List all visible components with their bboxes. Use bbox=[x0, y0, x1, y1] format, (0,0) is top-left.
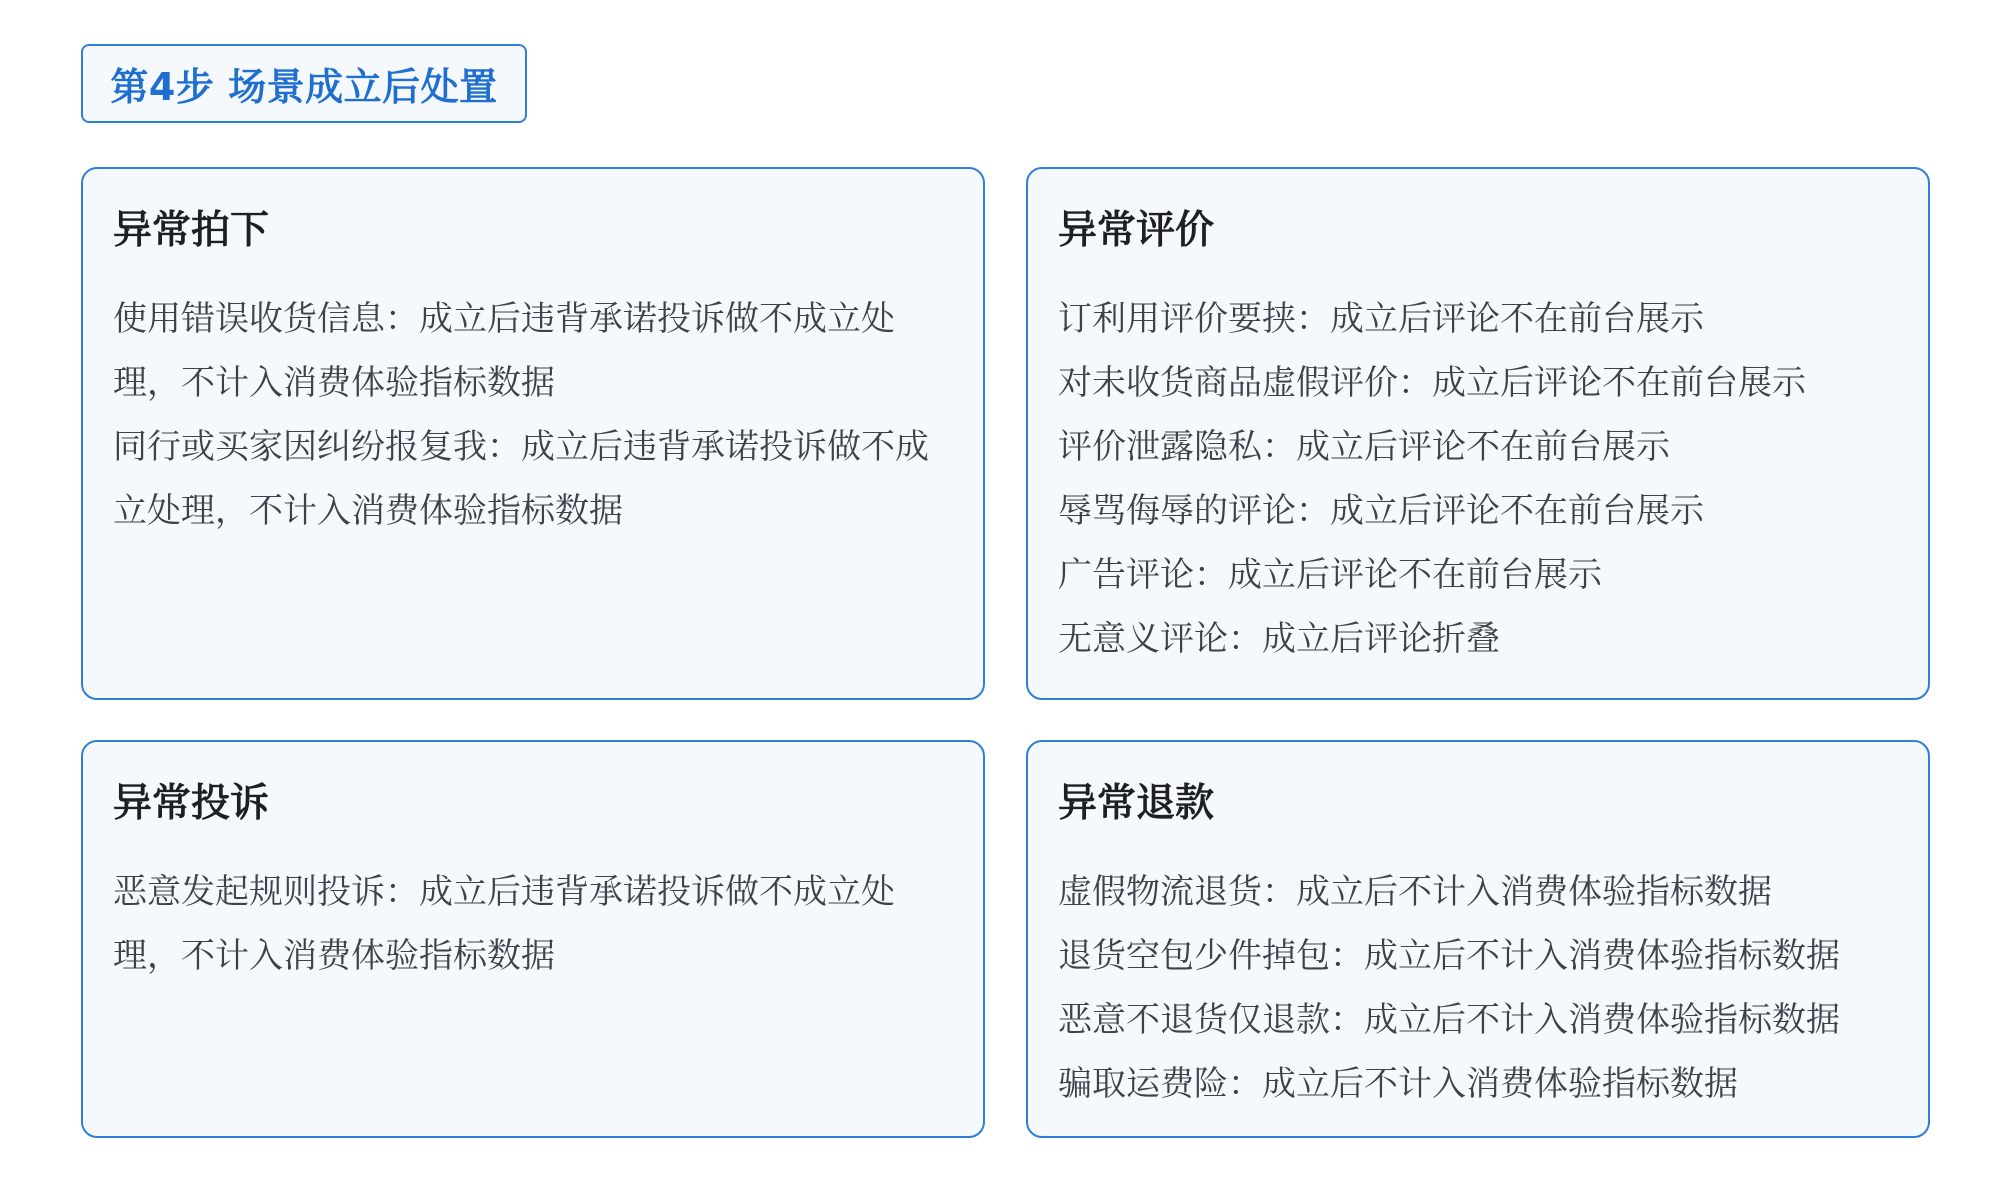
list-item: 同行或买家因纠纷报复我：成立后违背承诺投诉做不成立处理，不计入消费体验指标数据 bbox=[113, 427, 929, 531]
card-abnormal-review bbox=[1026, 167, 1930, 700]
step-tag-label: 第4步 场景成立后处置 bbox=[110, 65, 498, 109]
card-item-list bbox=[113, 860, 953, 988]
card-item-list bbox=[1058, 287, 1898, 671]
step-tag bbox=[81, 44, 527, 123]
list-item: 骗取运费险：成立后不计入消费体验指标数据 bbox=[1058, 1064, 1738, 1104]
list-item: 恶意发起规则投诉：成立后违背承诺投诉做不成立处理，不计入消费体验指标数据 bbox=[113, 872, 895, 976]
card-abnormal-refund bbox=[1026, 740, 1930, 1138]
list-item: 广告评论：成立后评论不在前台展示 bbox=[1058, 555, 1602, 595]
list-item: 虚假物流退货：成立后不计入消费体验指标数据 bbox=[1058, 872, 1772, 912]
card-abnormal-complaint bbox=[81, 740, 985, 1138]
card-abnormal-order bbox=[81, 167, 985, 700]
card-title: 异常拍下 bbox=[113, 208, 270, 253]
list-item: 恶意不退货仅退款：成立后不计入消费体验指标数据 bbox=[1058, 1000, 1840, 1040]
list-item: 订利用评价要挟：成立后评论不在前台展示 bbox=[1058, 299, 1704, 339]
list-item: 退货空包少件掉包：成立后不计入消费体验指标数据 bbox=[1058, 936, 1840, 976]
list-item: 辱骂侮辱的评论：成立后评论不在前台展示 bbox=[1058, 491, 1704, 531]
list-item: 无意义评论：成立后评论折叠 bbox=[1058, 619, 1500, 659]
card-title: 异常投诉 bbox=[113, 781, 270, 826]
card-title: 异常退款 bbox=[1058, 781, 1215, 826]
card-item-list bbox=[1058, 860, 1898, 1116]
card-title: 异常评价 bbox=[1058, 208, 1215, 253]
list-item: 对未收货商品虚假评价：成立后评论不在前台展示 bbox=[1058, 363, 1806, 403]
list-item: 使用错误收货信息：成立后违背承诺投诉做不成立处理，不计入消费体验指标数据 bbox=[113, 299, 895, 403]
list-item: 评价泄露隐私：成立后评论不在前台展示 bbox=[1058, 427, 1670, 467]
card-item-list bbox=[113, 287, 953, 543]
